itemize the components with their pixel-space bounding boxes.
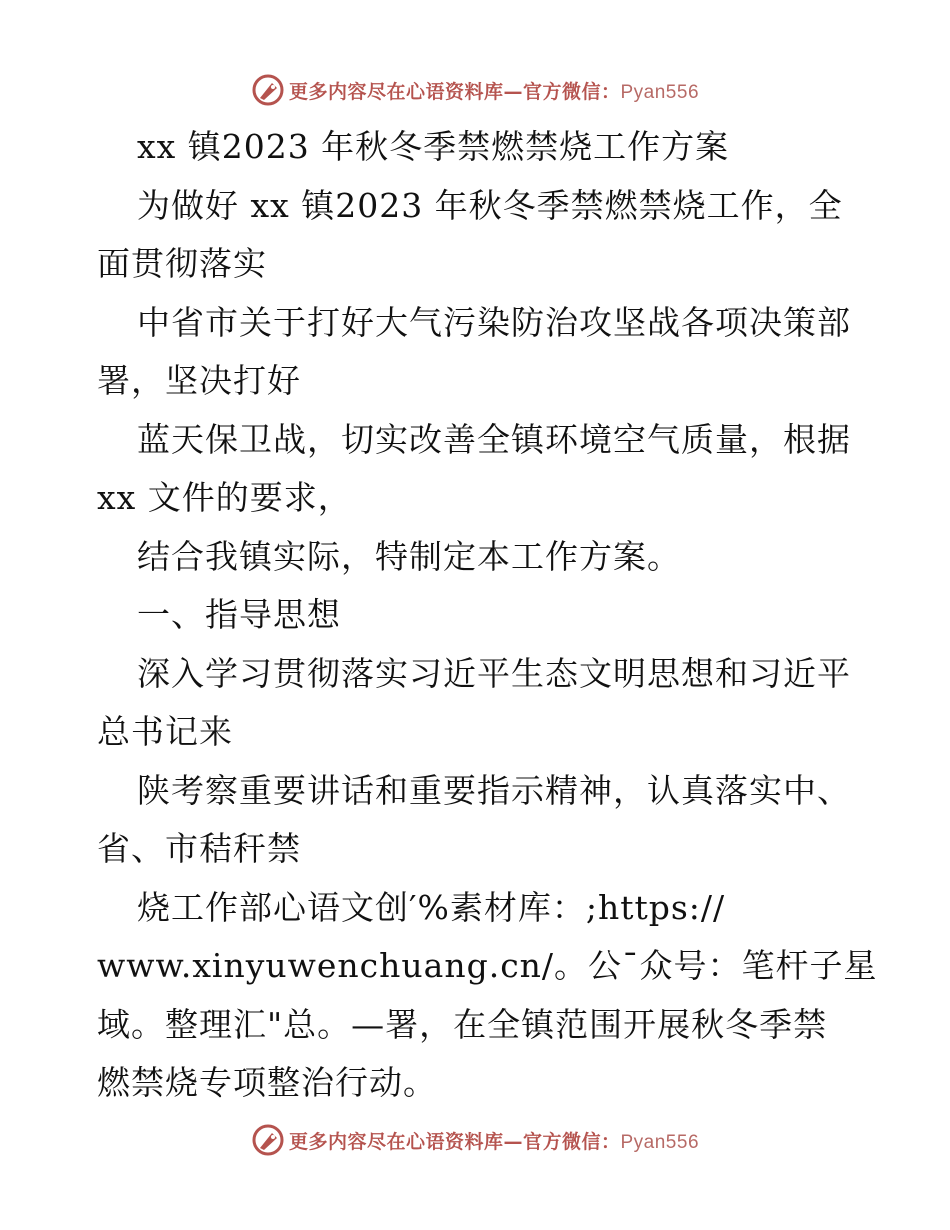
document-title: xx 镇2023 年秋冬季禁燃禁烧工作方案 bbox=[137, 127, 730, 166]
paragraph-line: 深入学习贯彻落实习近平生态文明思想和习近平 bbox=[137, 653, 851, 693]
paragraph-line: 总书记来 bbox=[97, 712, 233, 751]
paragraph-line: xx 文件的要求， bbox=[97, 478, 352, 517]
pen-nib-logo-icon bbox=[251, 1123, 285, 1157]
watermark-text-cn: 更多内容尽在心语资料库—官方微信： bbox=[288, 1130, 621, 1153]
watermark-banner-bottom bbox=[0, 1120, 950, 1160]
paragraph-line: 烧工作部心语文创′%素材库：;https:// bbox=[137, 887, 726, 927]
paragraph-line: 燃禁烧专项整治行动。 bbox=[97, 1063, 437, 1102]
paragraph-line: 面贯彻落实 bbox=[97, 244, 267, 283]
paragraph-line: 为做好 xx 镇2023 年秋冬季禁燃禁烧工作，全 bbox=[137, 185, 843, 225]
watermark-text bbox=[289, 77, 699, 104]
paragraph-line: 蓝天保卫战，切实改善全镇环境空气质量，根据 bbox=[137, 419, 851, 459]
section-heading: 一、指导思想 bbox=[137, 595, 341, 634]
document-body bbox=[97, 118, 878, 1113]
pen-nib-logo-icon bbox=[251, 73, 285, 107]
watermark-wechat-id: Pyan556 bbox=[620, 81, 700, 103]
paragraph-line: 中省市关于打好大气污染防治攻坚战各项决策部 bbox=[137, 302, 851, 342]
paragraph-line: 结合我镇实际，特制定本工作方案。 bbox=[137, 536, 681, 576]
watermark-text-cn: 更多内容尽在心语资料库—官方微信： bbox=[288, 80, 621, 103]
paragraph-line: 域。整理汇"总。—署，在全镇范围开展秋冬季禁 bbox=[97, 1004, 828, 1044]
paragraph-line: 省、市秸秆禁 bbox=[97, 829, 301, 868]
paragraph-line: 署，坚决打好 bbox=[97, 361, 301, 400]
paragraph-line: www.xinyuwenchuang.cn/。公¯众号：笔杆子星 bbox=[97, 946, 878, 985]
paragraph-line: 陕考察重要讲话和重要指示精神，认真落实中、 bbox=[137, 770, 851, 810]
watermark-wechat-id: Pyan556 bbox=[620, 1131, 700, 1153]
watermark-banner-top bbox=[0, 70, 950, 110]
watermark-text bbox=[289, 1127, 699, 1154]
